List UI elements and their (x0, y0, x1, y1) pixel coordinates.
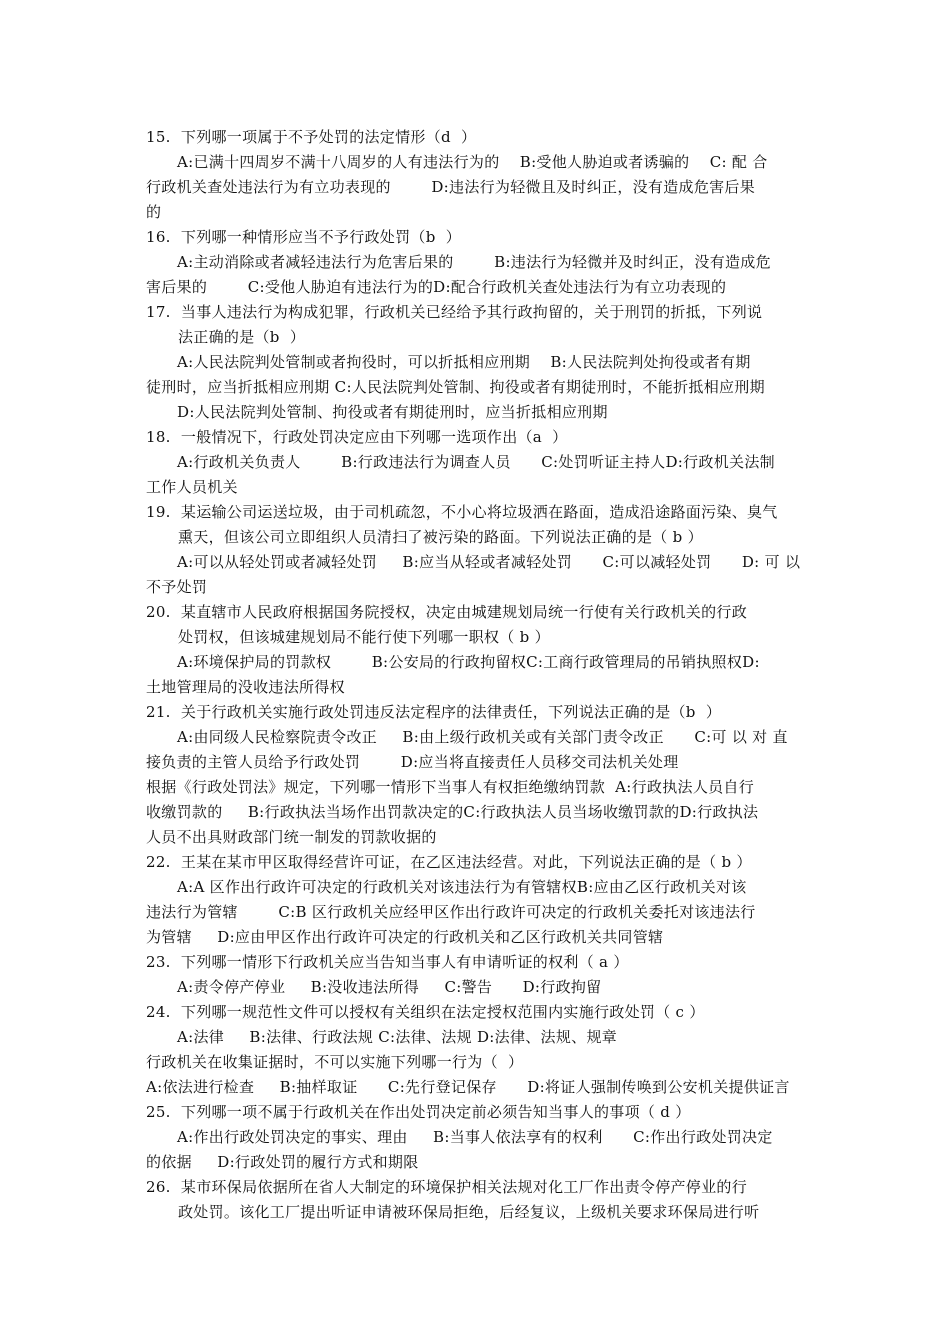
text-line: 土地管理局的没收违法所得权 (146, 678, 345, 696)
text-line: 23. 下列哪一情形下行政机关应当告知当事人有申请听证的权利（ a ） (146, 953, 629, 971)
text-line: 接负责的主管人员给予行政处罚 D:应当将直接责任人员移交司法机关处理 (146, 753, 679, 771)
text-line: A:人民法院判处管制或者拘役时，可以折抵相应刑期 B:人民法院判处拘役或者有期 (177, 353, 751, 371)
text-line: A:行政机关负责人 B:行政违法行为调查人员 C:处罚听证主持人D:行政机关法制 (177, 453, 775, 471)
text-line: 不予处罚 (146, 578, 208, 596)
text-line: 22. 王某在某市甲区取得经营许可证，在乙区违法经营。对此，下列说法正确的是（ b ） (146, 853, 752, 871)
text-line: 收缴罚款的 B:行政执法当场作出罚款决定的C:行政执法人员当场收缴罚款的D:行政执法 (146, 803, 759, 821)
text-line: A:已满十四周岁不满十八周岁的人有违法行为的 B:受他人胁迫或者诱骗的 C: 配 合 (177, 153, 768, 171)
text-line: 18. 一般情况下，行政处罚决定应由下列哪一选项作出（a ） (146, 428, 568, 446)
text-line: 根据《行政处罚法》规定，下列哪一情形下当事人有权拒绝缴纳罚款 A:行政执法人员自行 (146, 778, 755, 796)
text-line: A:由同级人民检察院责令改正 B:由上级行政机关或有关部门责令改正 C:可 以 对 直 (177, 728, 788, 746)
text-line: A:可以从轻处罚或者减轻处罚 B:应当从轻或者减轻处罚 C:可以减轻处罚 D: 可 以 (177, 553, 801, 571)
text-line: 行政机关在收集证据时，不可以实施下列哪一行为（ ） (146, 1053, 524, 1071)
text-line: A:责令停产停业 B:没收违法所得 C:警告 D:行政拘留 (177, 978, 602, 996)
text-line: A:依法进行检查 B:抽样取证 C:先行登记保存 D:将证人强制传唤到公安机关提供证言 (146, 1078, 790, 1096)
text-line: 行政机关查处违法行为有立功表现的 D:违法行为轻微且及时纠正，没有造成危害后果 (146, 178, 756, 196)
text-line: 26. 某市环保局依据所在省人大制定的环境保护相关法规对化工厂作出责令停产停业的行 (146, 1178, 747, 1196)
text-line: 17. 当事人违法行为构成犯罪，行政机关已经给予其行政拘留的，关于刑罚的折抵，下列说 (146, 303, 763, 321)
text-line: 处罚权，但该城建规划局不能行使下列哪一职权（ b ） (178, 628, 550, 646)
text-line: 熏天，但该公司立即组织人员清扫了被污染的路面。下列说法正确的是（ b ） (178, 528, 703, 546)
text-line: 人员不出具财政部门统一制发的罚款收据的 (146, 828, 437, 846)
text-line: 违法行为管辖 C:B 区行政机关应经甲区作出行政许可决定的行政机关委托对该违法行 (146, 903, 756, 921)
text-line: D:人民法院判处管制、拘役或者有期徒刑时，应当折抵相应刑期 (177, 403, 608, 421)
text-line: 害后果的 C:受他人胁迫有违法行为的D:配合行政机关查处违法行为有立功表现的 (146, 278, 727, 296)
text-line: A:主动消除或者减轻违法行为危害后果的 B:违法行为轻微并及时纠正，没有造成危 (177, 253, 771, 271)
text-line: 为管辖 D:应由甲区作出行政许可决定的行政机关和乙区行政机关共同管辖 (146, 928, 664, 946)
text-line: 的依据 D:行政处罚的履行方式和期限 (146, 1153, 419, 1171)
text-line: 16. 下列哪一种情形应当不予行政处罚（b ） (146, 228, 462, 246)
text-line: 法正确的是（b ） (178, 328, 306, 346)
text-line: A:法律 B:法律、行政法规 C:法律、法规 D:法律、法规、规章 (177, 1028, 618, 1046)
text-line: 20. 某直辖市人民政府根据国务院授权，决定由城建规划局统一行使有关行政机关的行政 (146, 603, 747, 621)
text-line: 徒刑时，应当折抵相应刑期 C:人民法院判处管制、拘役或者有期徒刑时，不能折抵相应刑期 (146, 378, 765, 396)
text-line: 21. 关于行政机关实施行政处罚违反法定程序的法律责任，下列说法正确的是（b ） (146, 703, 722, 721)
text-line: 15. 下列哪一项属于不予处罚的法定情形（d ） (146, 128, 477, 146)
text-line: 工作人员机关 (146, 478, 238, 496)
text-line: A:环境保护局的罚款权 B:公安局的行政拘留权C:工商行政管理局的吊销执照权D: (177, 653, 760, 671)
text-line: 政处罚。该化工厂提出听证申请被环保局拒绝，后经复议，上级机关要求环保局进行听 (178, 1203, 760, 1221)
text-line: 19. 某运输公司运送垃圾，由于司机疏忽，不小心将垃圾洒在路面，造成沿途路面污染、臭气 (146, 503, 778, 521)
text-line: 24. 下列哪一规范性文件可以授权有关组织在法定授权范围内实施行政处罚（ c ） (146, 1003, 705, 1021)
text-line: A:A 区作出行政许可决定的行政机关对该违法行为有管辖权B:应由乙区行政机关对该 (177, 878, 747, 896)
text-line: A:作出行政处罚决定的事实、理由 B:当事人依法享有的权利 C:作出行政处罚决定 (177, 1128, 773, 1146)
text-line: 的 (146, 203, 162, 221)
text-line: 25. 下列哪一项不属于行政机关在作出处罚决定前必须告知当事人的事项（ d ） (146, 1103, 691, 1121)
